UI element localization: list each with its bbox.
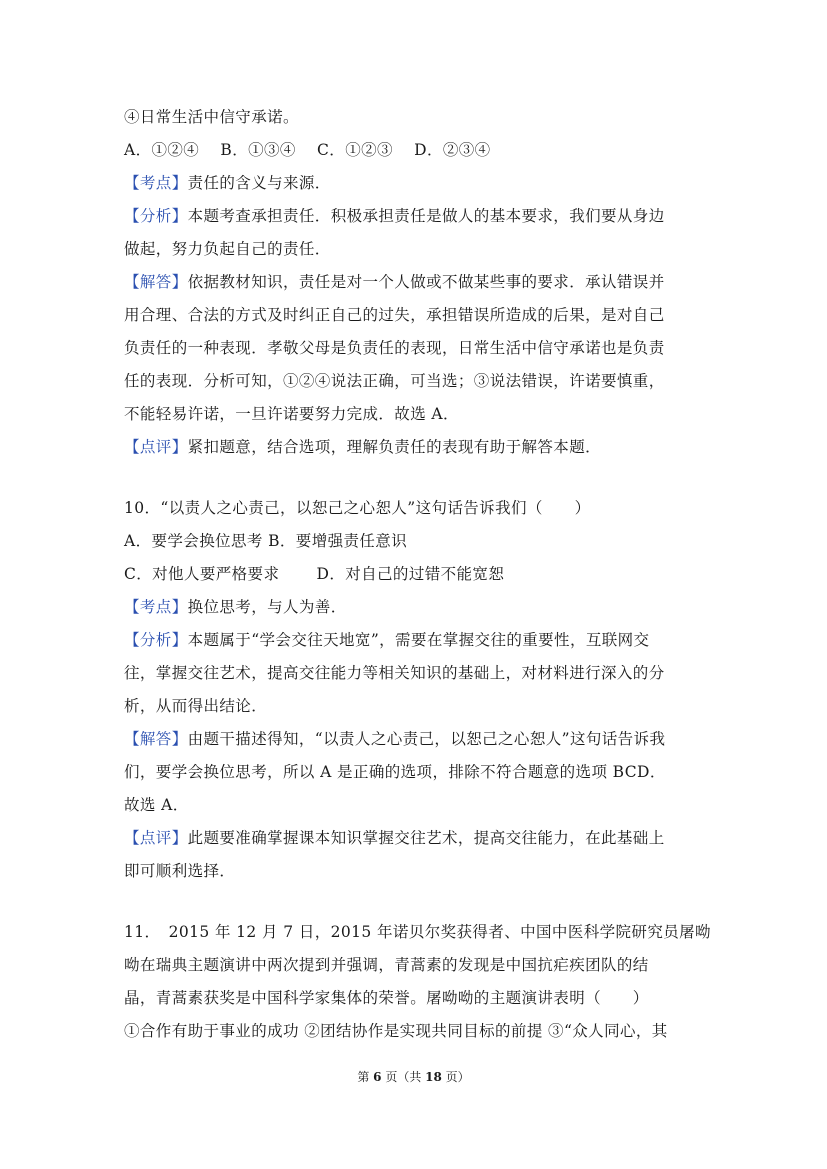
q9-jieda-line-1 <box>124 271 704 293</box>
q9-fenxi-line-2: 做起，努力负起自己的责任． <box>124 240 331 258</box>
q11-line-4: ①合作有助于事业的成功 ②团结协作是实现共同目标的前提 ③“众人同心，其 <box>124 1022 668 1040</box>
q10-options-line-1: A．要学会换位思考 B．要增强责任意识 <box>124 532 408 550</box>
dianping-tag: 【点评】 <box>124 829 188 847</box>
kaodian-text: 换位思考，与人为善． <box>187 598 347 616</box>
q9-options: A．①②④ B．①③④ C．①②③ D．②③④ <box>124 141 491 159</box>
fenxi-text: 本题属于“学会交往天地宽”，需要在掌握交往的重要性，互联网交 <box>187 631 650 649</box>
q9-jieda-line-2: 用合理、合法的方式及时纠正自己的过失，承担错误所造成的后果，是对自己 <box>124 306 665 324</box>
q10-options-line-2: C．对他人要严格要求 D．对自己的过错不能宽恕 <box>124 565 505 583</box>
q10-jieda-line-2: 们，要学会换位思考，所以 A 是正确的选项，排除不符合题意的选项 BCD． <box>124 763 666 781</box>
q10-jieda-line-3: 故选 A． <box>124 796 189 814</box>
total-page-count: 18 <box>425 1070 442 1084</box>
current-page-number: 6 <box>373 1070 382 1084</box>
fenxi-text: 本题考查承担责任．积极承担责任是做人的基本要求，我们要从身边 <box>187 207 665 225</box>
q11-line-2: 呦在瑞典主题演讲中两次提到并强调，青蒿素的发现是中国抗疟疾团队的结 <box>124 956 649 974</box>
q10-fenxi-line-1 <box>124 629 704 651</box>
kaodian-text: 责任的含义与来源． <box>187 174 331 192</box>
q9-dianping <box>124 436 704 458</box>
q9-item4: ④日常生活中信守承诺。 <box>124 108 299 126</box>
jieda-text: 由题干描述得知，“以责人之心责己，以恕己之心恕人”这句话告诉我 <box>187 730 666 748</box>
q10-kaodian <box>124 596 704 618</box>
jieda-tag: 【解答】 <box>124 730 188 748</box>
q11-line-1: 11． 2015 年 12 月 7 日，2015 年诺贝尔奖获得者、中国中医科学院研究员屠呦 <box>124 923 711 941</box>
jieda-tag: 【解答】 <box>124 273 188 291</box>
q9-fenxi-line-1 <box>124 205 704 227</box>
q10-jieda-line-1 <box>124 728 704 750</box>
q10-fenxi-line-3: 析，从而得出结论． <box>124 697 268 715</box>
page-footer <box>0 1068 827 1086</box>
q9-kaodian <box>124 172 704 194</box>
dianping-text: 紧扣题意，结合选项，理解负责任的表现有助于解答本题． <box>187 438 602 456</box>
footer-suffix: 页） <box>441 1070 470 1084</box>
dianping-tag: 【点评】 <box>124 438 188 456</box>
kaodian-tag: 【考点】 <box>124 174 188 192</box>
q9-jieda-line-5: 不能轻易许诺，一旦许诺要努力完成．故选 A． <box>124 405 459 423</box>
fenxi-tag: 【分析】 <box>124 207 188 225</box>
footer-middle: 页（共 <box>381 1070 426 1084</box>
q10-stem: 10．“以责人之心责己，以恕己之心恕人”这句话告诉我们（ ） <box>124 499 591 517</box>
dianping-text: 此题要准确掌握课本知识掌握交往艺术，提高交往能力，在此基础上 <box>187 829 665 847</box>
q9-jieda-line-3: 负责任的一种表现．孝敬父母是负责任的表现，日常生活中信守承诺也是负责 <box>124 339 665 357</box>
q10-dianping-line-1 <box>124 827 704 849</box>
fenxi-tag: 【分析】 <box>124 631 188 649</box>
kaodian-tag: 【考点】 <box>124 598 188 616</box>
q10-fenxi-line-2: 往，掌握交往艺术，提高交往能力等相关知识的基础上，对材料进行深入的分 <box>124 664 665 682</box>
q9-jieda-line-4: 任的表现．分析可知，①②④说法正确，可当选；③说法错误，许诺要慎重， <box>124 372 665 390</box>
q10-dianping-line-2: 即可顺利选择． <box>124 862 236 880</box>
footer-prefix: 第 <box>357 1070 374 1084</box>
jieda-text: 依据教材知识，责任是对一个人做或不做某些事的要求．承认错误并 <box>187 273 665 291</box>
q11-line-3: 晶，青蒿素获奖是中国科学家集体的荣誉。屠呦呦的主题演讲表明（ ） <box>124 989 649 1007</box>
